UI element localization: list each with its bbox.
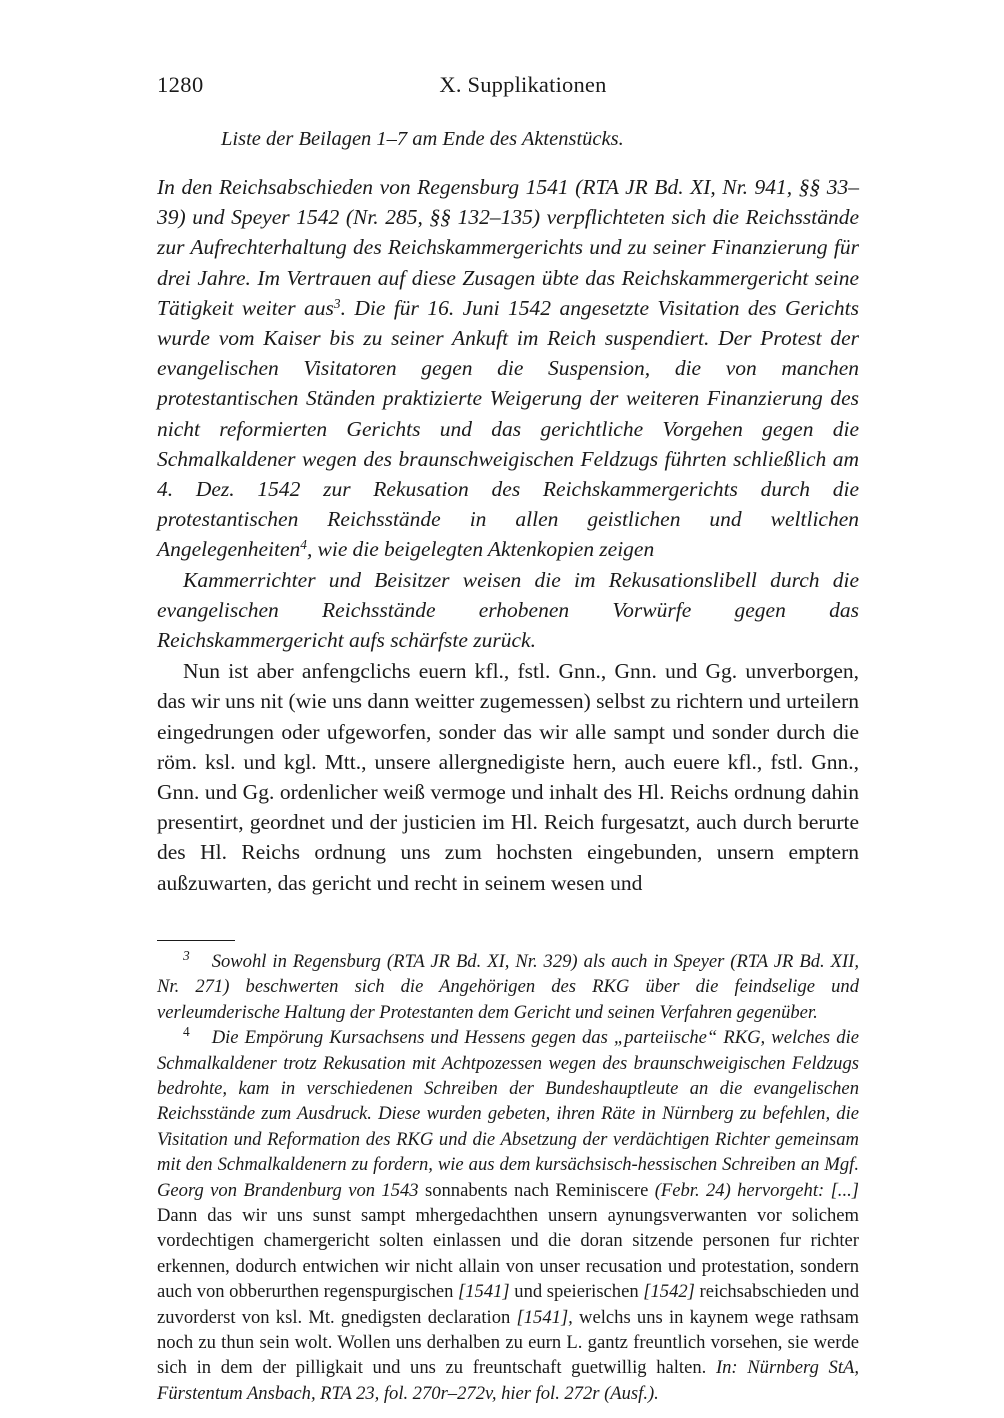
footnote-4-seg-3: Dann das wir uns sunst sampt mhergedachthen unsern aynungsverwanten vor solichem vordechtigen chamergericht solten einlassen und die doran sitzende personen fur richter erkennen, dodurch entwichen wir nicht allain von unser recusation und protestation, sondern auch von obberurthen regenspurgischen — [157, 1204, 859, 1303]
footnote-ref-3[interactable]: 3 — [333, 295, 341, 311]
footnote-4-seg-5: und speierischen — [514, 1281, 644, 1303]
footnote-ref-4[interactable]: 4 — [300, 537, 307, 553]
footnote-4-seg-10: In: Nürnberg StA, Fürstentum Ansbach, RTA 23, fol. 270r–272v, hier fol. 272r (Ausf.). — [157, 1357, 859, 1404]
footnote-separator — [157, 940, 235, 941]
running-head — [157, 70, 859, 112]
footnote-4-seg-1: sonnabents nach Reminiscere — [424, 1179, 655, 1201]
footnote-4-seg-7: reichsabschieden und zuvorderst von ksl. Mt. gnedigsten declaration — [157, 1281, 860, 1328]
page-content-column — [157, 0, 859, 1406]
running-head-title: X. Supplikationen — [439, 72, 607, 97]
footnote-3-text: Sowohl in Regensburg (RTA JR Bd. XI, Nr. 329) als auch in Speyer (RTA JR Bd. XII, Nr. 271) beschwerten sich die Angehörigen des RKG über die feindselige und verleumderische Haltung der Protestanten dem Gericht und seinen Verfahren gegenüber. — [157, 950, 859, 1023]
regest-paragraph-2: Kammerrichter und Beisitzer weisen die im Rekusationslibell durch die evangelischen Reichsstände erhobenen Vorwürfe gegen das Reichskammergericht aufs schärfste zurück. — [157, 567, 859, 653]
footnote-3-marker: 3 — [183, 948, 190, 964]
regest-part-1: In den Reichsabschieden von Regensburg 1541 (RTA JR Bd. XI, Nr. 941, §§ 33–39) und Speyer 1542 (Nr. 285, §§ 132–135) verpflichteten sich die Reichsstände zur Aufrechterhaltung des Reichskammergerichts und zu seiner Finanzierung für drei Jahre. Im Vertrauen auf diese Zusagen übte das Reichskammergericht seine Tätigkeit weiter aus — [157, 175, 859, 320]
page-number: 1280 — [157, 72, 204, 97]
footnote-4-body — [157, 1027, 859, 1404]
footnote-4-seg-8: [1541], — [516, 1306, 580, 1328]
footnote-4-seg-0: Die Empörung Kursachsens und Hessens gegen das „parteiische“ RKG, welches die Schmalkaldener trotz Rekusation mit Achtpozessen wegen des braunschweigischen Feldzugs bedrohte, kam in verschiedenen Schreiben der Bundeshauptleute an die evangelischen Reichsstände zum Ausdruck. Diese wurden gebeten, ihren Räte in Nürnberg zu befehlen, die Visitation und Reformation des RKG und die Absetzung der verdächtigen Richter gemeinsam mit den Schmalkaldenern zu fordern, wie aus dem kursächsisch-hessischen Schreiben an Mgf. Georg von Brandenburg von 1543 — [157, 1027, 859, 1201]
footnote-4-seg-6: [1542] — [643, 1281, 700, 1303]
beilagen-caption: Liste der Beilagen 1–7 am Ende des Aktenstücks. — [221, 128, 624, 150]
footnote-4-seg-2: (Febr. 24) hervorgeht: [...] — [654, 1179, 859, 1201]
source-text-paragraph: Nun ist aber anfengclichs euern kfl., fstl. Gnn., Gnn. und Gg. unverborgen, das wir uns nit (wie uns dann weitter zugemessen) selbst zu richtern und urteilern eingedrungen oder ufgeworfen, sonder das wir alle sampt und sonder durch die röm. ksl. und kgl. Mtt., unsere allergnedigiste hern, auch euere kfl., fstl. Gnn., Gnn. und Gg. ordenlicher weiß vermoge und inhalt des Hl. Reichs ordnung dahin presentirt, geordnet und der justicien im Hl. Reich furgesatzt, auch durch berurte des Hl. Reichs ordnung uns zum hochsten eingebunden, unsern emptern außzuwarten, das gericht und recht in seinem wesen und — [157, 659, 859, 895]
regest-part-3: , wie die beigelegten Aktenkopien zeigen — [306, 537, 655, 562]
footnote-4-seg-9: welchs uns in kaynem wege rathsam noch zu thun sein wolt. Wollen uns derhalben zu eurn L. gantz freuntlich vorsehen, sie werde sich in dem der pilligkait und uns zu freuntschaft guetwillig halten. — [157, 1306, 859, 1379]
regest-paragraph-1 — [157, 172, 859, 565]
footnote-4 — [157, 1025, 859, 1406]
footnote-4-seg-4: [1541] — [458, 1281, 515, 1303]
regest-part-2: . Die für 16. Juni 1542 angesetzte Visitation des Gerichts wurde vom Kaiser bis zu seiner Ankuft im Reich suspendiert. Der Protest der evangelischen Visitatoren gegen die Suspension, die von manchen protestantischen Ständen praktizierte Weigerung der weiteren Finanzierung des nicht reformierten Gerichts und das gerichtliche Vorgehen gegen die Schmalkaldener wegen des braunschweigischen Feldzugs führten schließlich am 4. Dez. 1542 zur Rekusation des Reichskammergerichts durch die protestantischen Reichsstände in allen geistlichen und weltlichen Angelegenheiten — [157, 295, 859, 562]
footnote-3 — [157, 949, 859, 1025]
footnote-4-marker: 4 — [183, 1024, 190, 1040]
